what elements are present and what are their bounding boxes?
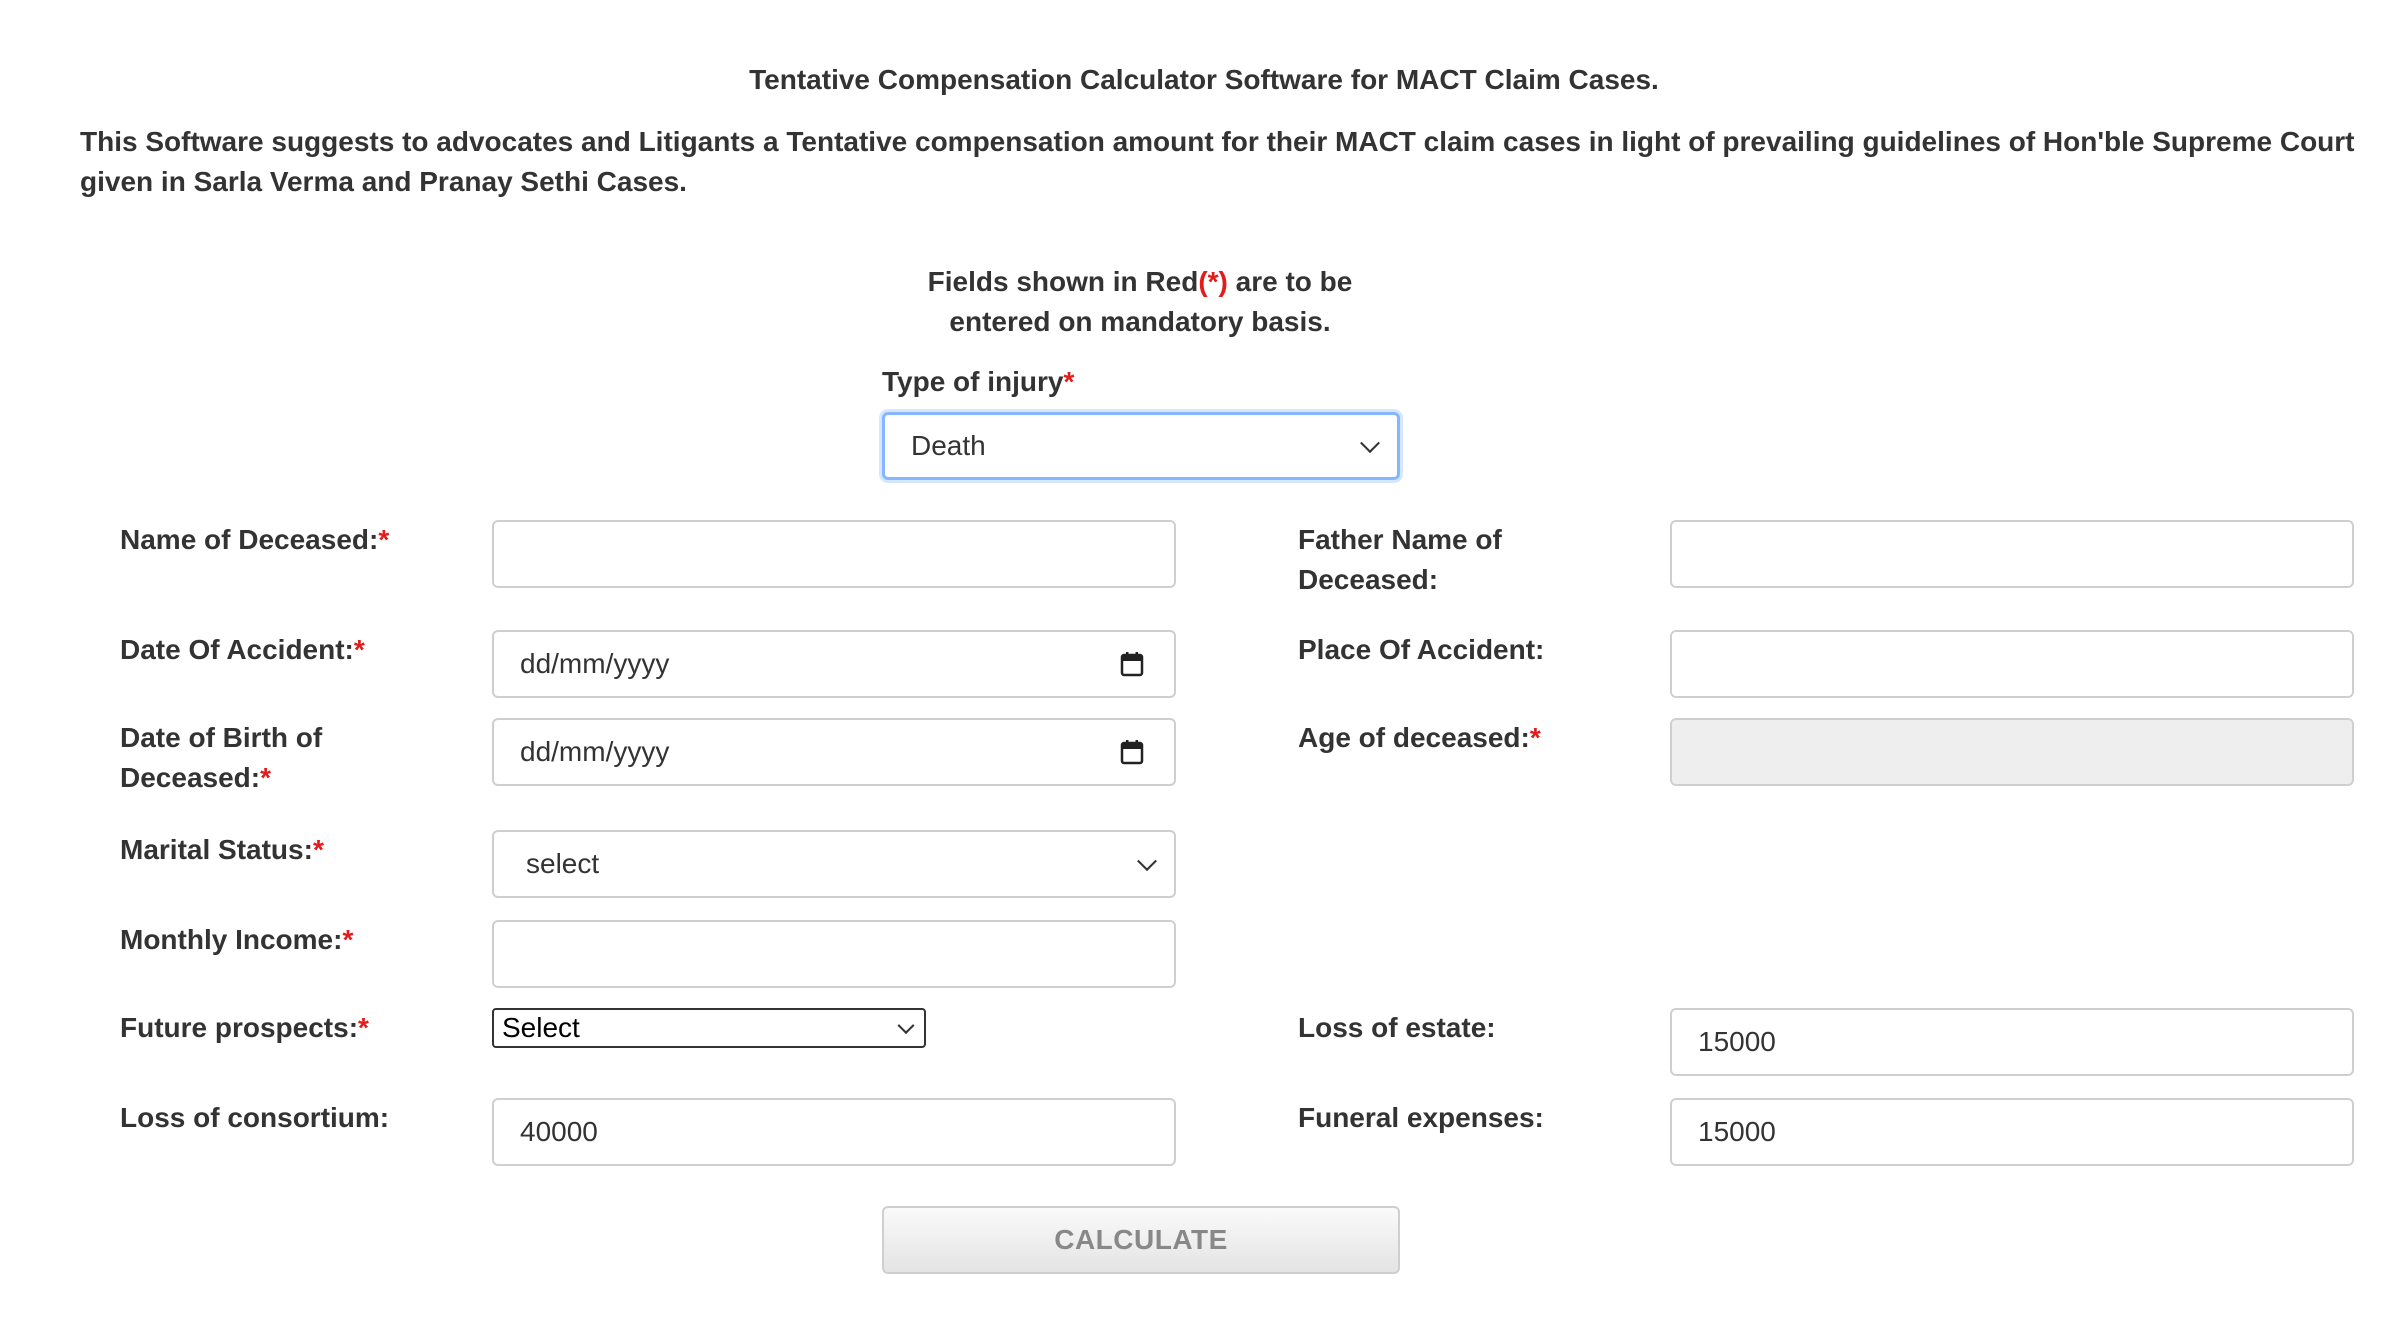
loss-of-consortium-label: Loss of consortium: xyxy=(120,1102,390,1133)
father-name-input[interactable] xyxy=(1670,520,2354,588)
future-prospects-label xyxy=(120,1008,480,1048)
date-of-accident-input[interactable] xyxy=(492,630,1176,698)
page-description: This Software suggests to advocates and Litigants a Tentative compensation amount for their MACT claim cases in light of prevailing guidelines of Hon'ble Supreme Court given in Sarla Verma and Pranay Sethi Cases. xyxy=(80,126,2355,197)
required-marker: * xyxy=(358,1012,369,1043)
date-of-birth-label xyxy=(120,718,440,798)
future-prospects-select[interactable] xyxy=(492,1008,926,1048)
page-title: Tentative Compensation Calculator Software for MACT Claim Cases. xyxy=(749,64,1659,95)
date-of-birth-label-text: Date of Birth of Deceased: xyxy=(120,722,323,793)
notice-text-before: Fields shown in Red xyxy=(927,266,1199,297)
monthly-income-label xyxy=(120,920,480,960)
required-marker: * xyxy=(353,634,365,665)
place-of-accident-label: Place Of Accident: xyxy=(1298,634,1545,665)
future-prospects-value: Select xyxy=(502,1012,580,1043)
name-of-deceased-input[interactable] xyxy=(492,520,1176,588)
chevron-down-icon xyxy=(1360,433,1380,453)
chevron-down-icon xyxy=(1137,851,1157,871)
date-of-accident-label xyxy=(120,630,480,670)
injury-type-label-text: Type of injury xyxy=(882,366,1064,397)
marital-status-label-text: Marital Status: xyxy=(120,834,313,865)
funeral-expenses-label: Funeral expenses: xyxy=(1298,1102,1544,1133)
injury-type-label xyxy=(882,362,1074,402)
loss-of-estate-value: 15000 xyxy=(1698,1026,1776,1057)
chevron-down-icon xyxy=(898,1017,915,1034)
age-of-deceased-label xyxy=(1298,718,1658,758)
monthly-income-input[interactable] xyxy=(492,920,1176,988)
mandatory-notice xyxy=(880,262,1400,342)
loss-of-consortium-value: 40000 xyxy=(520,1116,598,1147)
funeral-expenses-input[interactable] xyxy=(1670,1098,2354,1166)
notice-text-after: are to be entered on mandatory basis. xyxy=(949,266,1353,337)
required-marker: * xyxy=(260,762,271,793)
date-of-accident-placeholder: dd/mm/yyyy xyxy=(520,648,670,679)
required-marker: * xyxy=(1529,722,1541,753)
loss-of-estate-label: Loss of estate: xyxy=(1298,1012,1496,1043)
age-of-deceased-input xyxy=(1670,718,2354,786)
notice-required-marker: (*) xyxy=(1198,266,1228,297)
date-of-accident-label-text: Date Of Accident: xyxy=(120,634,354,665)
required-marker: * xyxy=(1063,366,1075,397)
funeral-expenses-value: 15000 xyxy=(1698,1116,1776,1147)
marital-status-select[interactable] xyxy=(492,830,1176,898)
marital-status-value: select xyxy=(526,848,600,879)
calculate-button[interactable]: CALCULATE xyxy=(882,1206,1400,1274)
required-marker: * xyxy=(312,834,324,865)
name-of-deceased-label-text: Name of Deceased: xyxy=(120,524,379,555)
calendar-icon[interactable] xyxy=(1120,651,1144,677)
date-of-birth-placeholder: dd/mm/yyyy xyxy=(520,736,670,767)
date-of-birth-input[interactable] xyxy=(492,718,1176,786)
loss-of-consortium-input[interactable] xyxy=(492,1098,1176,1166)
required-marker: * xyxy=(378,524,390,555)
injury-type-value: Death xyxy=(911,430,986,461)
required-marker: * xyxy=(342,924,354,955)
future-prospects-label-text: Future prospects: xyxy=(120,1012,359,1043)
monthly-income-label-text: Monthly Income: xyxy=(120,924,343,955)
age-of-deceased-label-text: Age of deceased: xyxy=(1298,722,1530,753)
loss-of-estate-input[interactable] xyxy=(1670,1008,2354,1076)
injury-type-select[interactable] xyxy=(882,412,1400,480)
name-of-deceased-label xyxy=(120,520,480,560)
father-name-label: Father Name of Deceased: xyxy=(1298,524,1502,595)
calendar-icon[interactable] xyxy=(1120,739,1144,765)
place-of-accident-input[interactable] xyxy=(1670,630,2354,698)
marital-status-label xyxy=(120,830,480,870)
